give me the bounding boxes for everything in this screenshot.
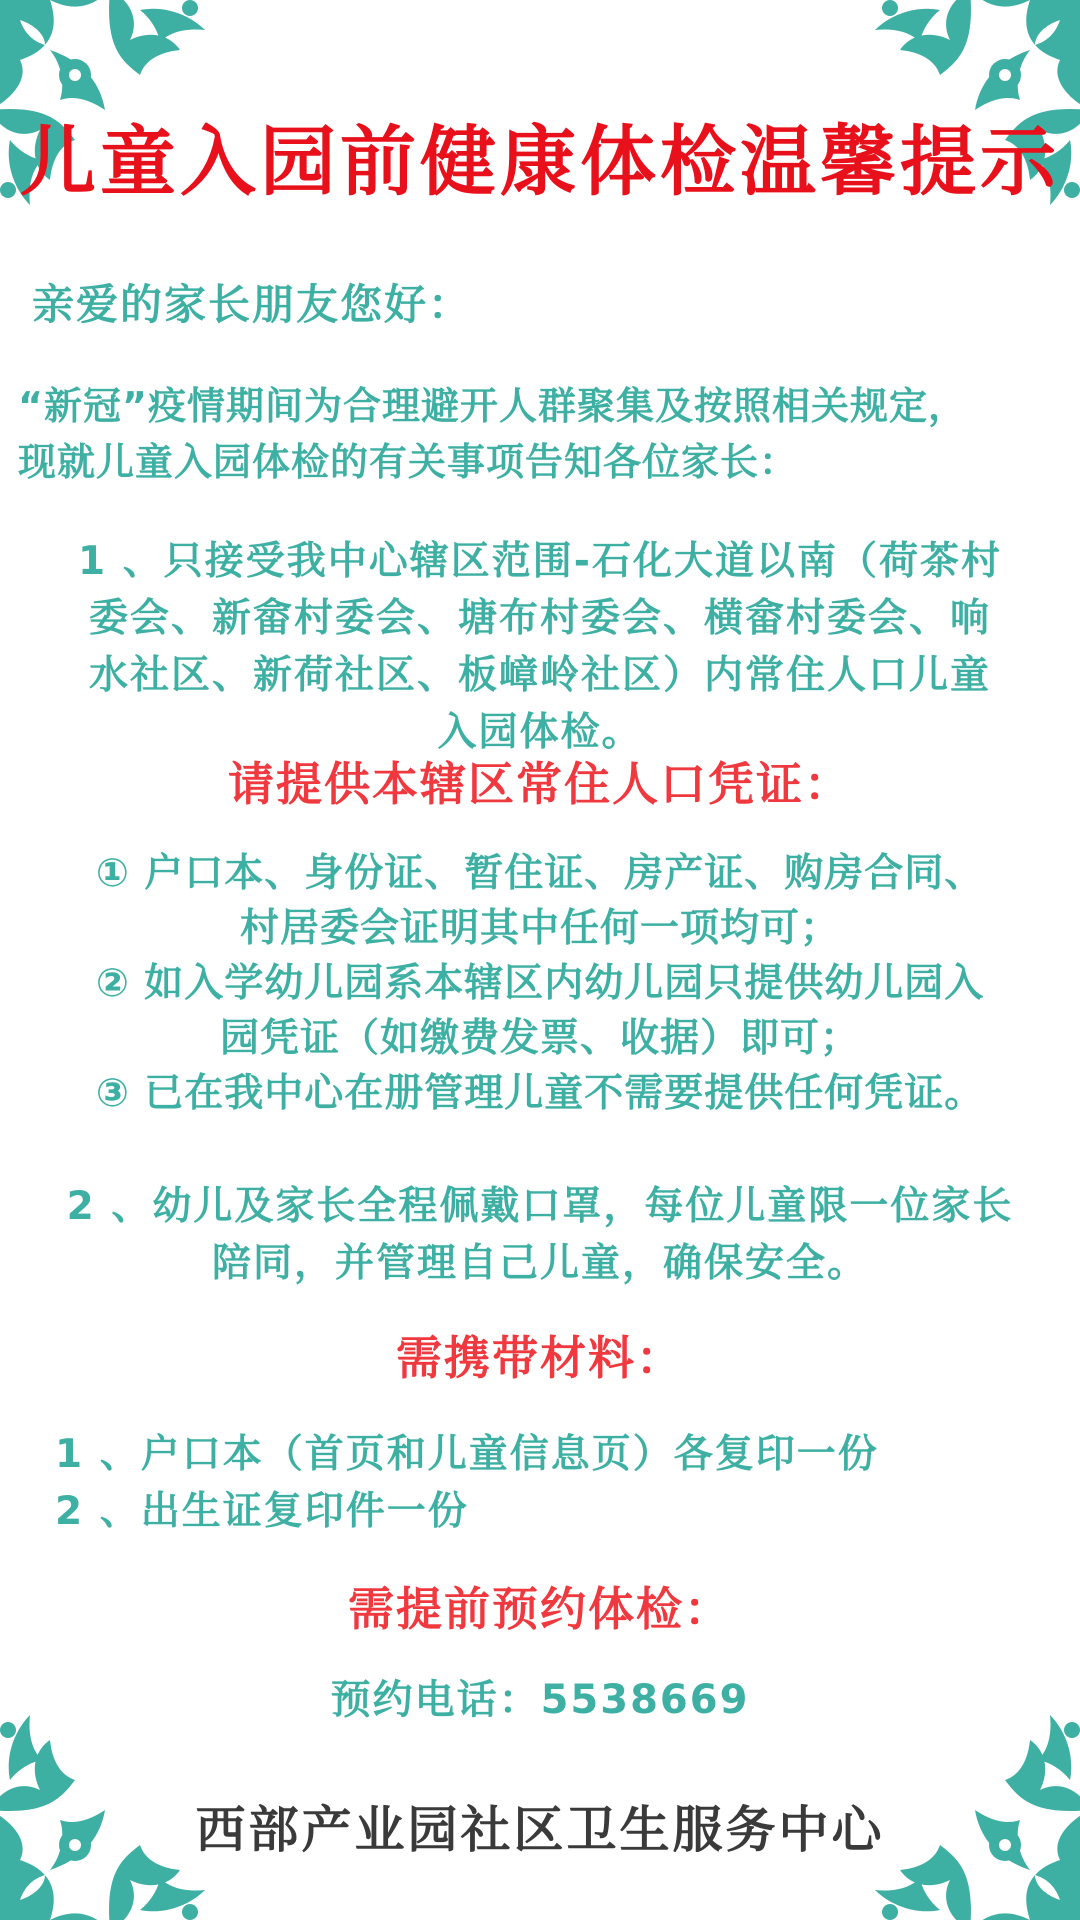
notice-item-1 [40, 533, 1040, 761]
proof-line: ① 户口本、身份证、暂住证、房产证、购房合同、 [95, 851, 985, 896]
intro-paragraph [18, 378, 1068, 490]
appointment-phone: 预约电话：5538669 [330, 1677, 750, 1723]
notice-item-line: 2 、幼儿及家长全程佩戴口罩，每位儿童限一位家长 [66, 1184, 1014, 1229]
intro-line: “新冠”疫情期间为合理避开人群聚集及按照相关规定， [18, 384, 967, 428]
greeting: 亲爱的家长朋友您好： [32, 280, 473, 329]
intro-line: 现就儿童入园体检的有关事项告知各位家长： [18, 440, 799, 484]
proof-line: ③ 已在我中心在册管理儿童不需要提供任何凭证。 [95, 1071, 985, 1116]
notice-item-line: 委会、新畲村委会、塘布村委会、横畲村委会、响 [88, 596, 991, 641]
page-title: 儿童入园前健康体检温馨提示 [20, 117, 1060, 206]
materials-item: 2 、出生证复印件一份 [55, 1489, 469, 1534]
materials-list [55, 1426, 879, 1540]
footer-organization: 西部产业园社区卫生服务中心 [195, 1801, 885, 1859]
proof-line: 园凭证（如缴费发票、收据）即可； [219, 1016, 860, 1061]
proof-line: ② 如入学幼儿园系本辖区内幼儿园只提供幼儿园入 [95, 961, 985, 1006]
notice-item-line: 1 、只接受我中心辖区范围-石化大道以南（荷茶村 [78, 539, 1002, 584]
materials-heading: 需携带材料： [396, 1331, 684, 1385]
proof-line: 村居委会证明其中任何一项均可； [239, 906, 840, 951]
proof-list [40, 846, 1040, 1121]
proof-heading: 请提供本辖区常住人口凭证： [228, 757, 852, 811]
materials-item: 1 、户口本（首页和儿童信息页）各复印一份 [55, 1432, 879, 1477]
notice-item-2 [40, 1178, 1040, 1292]
appointment-heading: 需提前预约体检： [348, 1582, 732, 1636]
notice-item-line: 陪同，并管理自己儿童，确保安全。 [211, 1241, 868, 1286]
notice-item-line: 水社区、新荷社区、板嶂岭社区）内常住人口儿童 [88, 653, 991, 698]
notice-item-line: 入园体检。 [437, 710, 643, 755]
